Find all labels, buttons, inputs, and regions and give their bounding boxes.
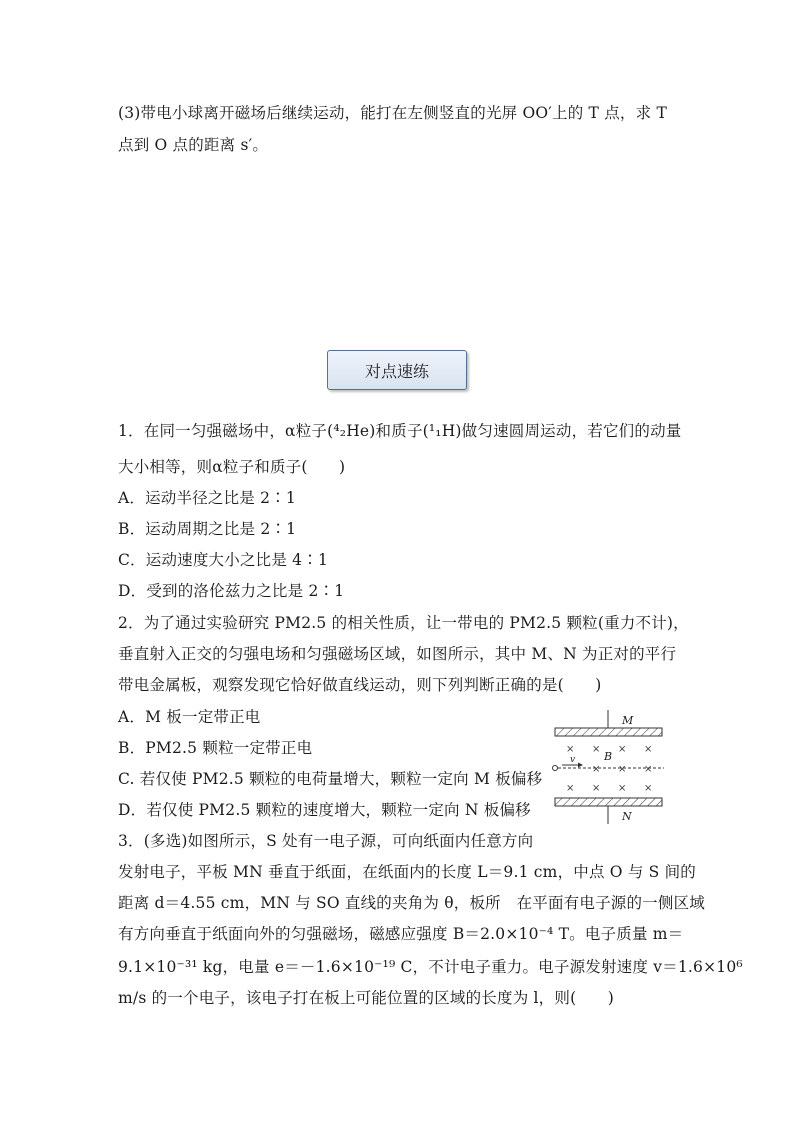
q3-part3-line2: 点到 O 点的距离 s′。 [118, 136, 269, 154]
cross: × [566, 783, 575, 794]
q3-line1: 3．(多选)如图所示，S 处有一电子源，可向纸面内任意方向 [118, 832, 534, 850]
cross: × [592, 764, 601, 775]
q2-stem-line2: 垂直射入正交的匀强电场和匀强磁场区域，如图所示，其中 M、N 为正对的平行 [118, 645, 677, 663]
q2-option-c: C. 若仅使 PM2.5 颗粒的电荷量增大，颗粒一定向 M 板偏移 [118, 770, 543, 788]
q1-stem-line2: 大小相等，则α粒子和质子( ) [118, 458, 346, 476]
q1-stem-line1: 1．在同一匀强磁场中，α粒子(⁴₂He)和质子(¹₁H)做匀速圆周运动，若它们的动量 [118, 422, 682, 440]
cross: × [644, 744, 653, 755]
cross: × [618, 783, 627, 794]
label-b: B [604, 750, 613, 763]
plate-m [555, 728, 662, 736]
q2-option-a: A．M 板一定带正电 [118, 708, 261, 726]
q1-option-a: A．运动半径之比是 2∶1 [118, 489, 296, 507]
cross: × [644, 764, 653, 775]
q2-diagram [548, 710, 670, 832]
q2-option-b: B．PM2.5 颗粒一定带正电 [118, 739, 313, 757]
q3-line3: 距离 d＝4.55 cm，MN 与 SO 直线的夹角为 θ，板所 在平面有电子源的一侧区域 [118, 894, 705, 912]
q3-part3-line1: (3)带电小球离开磁场后继续运动，能打在左侧竖直的光屏 OO′上的 T 点，求 T [118, 104, 667, 122]
cross: × [618, 764, 627, 775]
q2-option-d: D．若仅使 PM2.5 颗粒的速度增大，颗粒一定向 N 板偏移 [118, 801, 531, 819]
capacitor-field-diagram [548, 710, 670, 828]
particle [553, 766, 558, 771]
label-m: M [622, 714, 634, 727]
q3-line5: 9.1×10⁻³¹ kg，电量 e＝－1.6×10⁻¹⁹ C，不计电子重力。电子源发射速度 v＝1.6×10⁶ [118, 958, 743, 976]
cross: × [566, 744, 575, 755]
q3-line4: 有方向垂直于纸面向外的匀强磁场，磁感应强度 B＝2.0×10⁻⁴ T。电子质量 m＝ [118, 925, 684, 943]
q3-line6: m/s 的一个电子，该电子打在板上可能位置的区域的长度为 l，则( ) [118, 989, 614, 1007]
cross: × [592, 783, 601, 794]
q1-option-d: D．受到的洛伦兹力之比是 2∶1 [118, 582, 345, 600]
section-title-text: 对点速练 [364, 361, 429, 381]
q2-stem-line3: 带电金属板，观察发现它恰好做直线运动，则下列判断正确的是( ) [118, 676, 602, 694]
cross: × [592, 744, 601, 755]
label-n: N [622, 810, 632, 823]
cross: × [644, 783, 653, 794]
q2-stem-line1: 2．为了通过实验研究 PM2.5 的相关性质，让一带电的 PM2.5 颗粒(重力不计)， [118, 614, 689, 632]
velocity-arrowhead [578, 763, 583, 768]
section-title [327, 350, 467, 390]
q1-option-b: B．运动周期之比是 2∶1 [118, 520, 297, 538]
cross: × [618, 744, 627, 755]
q3-line2: 发射电子，平板 MN 垂直于纸面，在纸面内的长度 L＝9.1 cm，中点 O 与 S 间的 [118, 863, 696, 881]
plate-n [555, 798, 662, 806]
q1-option-c: C．运动速度大小之比是 4∶1 [118, 551, 329, 569]
label-v: v [570, 755, 576, 765]
